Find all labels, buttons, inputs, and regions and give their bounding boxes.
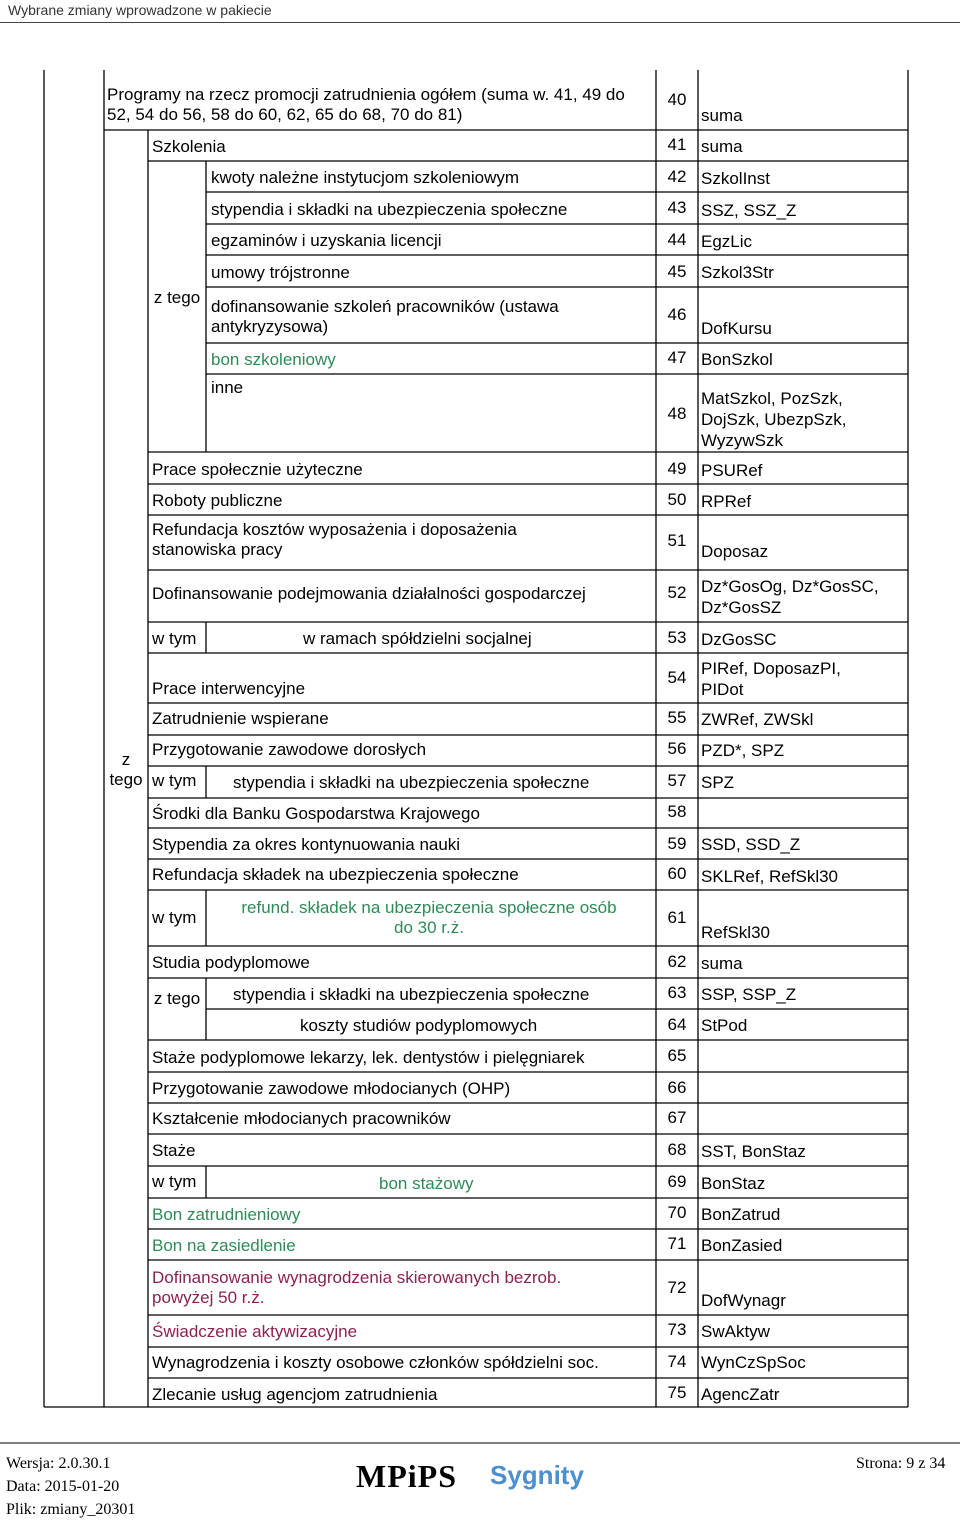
row-41-num: 41 xyxy=(667,135,687,154)
row-65-num: 65 xyxy=(667,1046,687,1065)
row-46-num: 46 xyxy=(667,305,687,324)
row-69-group-label: w tym xyxy=(152,1172,197,1191)
row-64-code: StPod xyxy=(701,1016,748,1035)
row-62-label: Studia podyplomowe xyxy=(152,953,310,972)
row-45-num: 45 xyxy=(667,262,687,281)
row-59-num: 59 xyxy=(667,834,687,853)
row-61-label: refund. składek na ubezpieczenia społeczne osób do 30 r.ż. xyxy=(241,898,617,937)
row-59-label: Stypendia za okres kontynuowania nauki xyxy=(152,835,461,854)
row-46-label: dofinansowanie szkoleń pracowników (ustawa antykryzysowa) xyxy=(211,297,559,336)
footer-date: Data: 2015-01-20 xyxy=(6,1478,120,1495)
row-70-label: Bon zatrudnieniowy xyxy=(152,1205,301,1224)
row-56-num: 56 xyxy=(667,739,687,758)
row-48-label: inne xyxy=(211,378,244,397)
row-45-label: umowy trójstronne xyxy=(211,263,350,282)
row-69-num: 69 xyxy=(667,1172,687,1191)
row-54-num: 54 xyxy=(667,668,687,687)
row-46-code: DofKursu xyxy=(701,319,772,338)
row-70-num: 70 xyxy=(667,1203,687,1222)
row-51-label: Refundacja kosztów wyposażenia i doposażenia stanowiska pracy xyxy=(152,520,517,559)
row-40-label: Programy na rzecz promocji zatrudnienia ogółem (suma w. 41, 49 do 52, 54 do 56, 58 do 60, 62, 65 do 68, 70 do 81) xyxy=(107,85,625,124)
row-72-num: 72 xyxy=(667,1278,687,1297)
row-50-num: 50 xyxy=(667,490,687,509)
row-54-code: PIRef, DoposazPI, PIDot xyxy=(701,659,841,699)
row-56-code: PZD*, SPZ xyxy=(701,741,785,760)
row-74-code: WynCzSpSoc xyxy=(701,1353,806,1372)
row-62-num: 62 xyxy=(667,952,687,971)
row-41-label: Szkolenia xyxy=(152,137,226,156)
row-44-label: egzaminów i uzyskania licencji xyxy=(211,231,442,250)
row-57-num: 57 xyxy=(667,771,687,790)
sygnity-logo: Sygnity xyxy=(490,1460,584,1490)
outer-group-label: z tego xyxy=(109,750,143,789)
row-67-num: 67 xyxy=(667,1108,687,1127)
row-64-num: 64 xyxy=(667,1015,687,1034)
row-49-code: PSURef xyxy=(701,461,763,480)
row-60-num: 60 xyxy=(667,864,687,883)
row-48-code: MatSzkol, PozSzk, DojSzk, UbezpSzk, WyzywSzk xyxy=(701,389,847,450)
footer-page-number: Strona: 9 z 34 xyxy=(856,1455,946,1472)
row-42-label: kwoty należne instytucjom szkoleniowym xyxy=(211,168,520,187)
mpips-logo: MPiPS xyxy=(356,1458,457,1494)
row-53-num: 53 xyxy=(667,628,687,647)
row-47-label: bon szkoleniowy xyxy=(211,350,336,369)
row-69-code: BonStaz xyxy=(701,1174,766,1193)
row-51-code: Doposaz xyxy=(701,542,769,561)
row-57-code: SPZ xyxy=(701,773,735,792)
row-61-group-label: w tym xyxy=(152,908,197,927)
row-60-code: SKLRef, RefSkl30 xyxy=(701,867,839,886)
footer-version: Wersja: 2.0.30.1 xyxy=(6,1455,111,1472)
row-53-group-label: w tym xyxy=(152,629,197,648)
row-57-group-label: w tym xyxy=(152,771,197,790)
row-73-label: Świadczenie aktywizacyjne xyxy=(152,1322,358,1341)
row-42-num: 42 xyxy=(667,167,687,186)
row-50-label: Roboty publiczne xyxy=(152,491,283,510)
page-header-title: Wybrane zmiany wprowadzone w pakiecie xyxy=(8,2,272,18)
row-55-code: ZWRef, ZWSkl xyxy=(701,710,814,729)
row-73-code: SwAktyw xyxy=(701,1322,770,1341)
row-56-label: Przygotowanie zawodowe dorosłych xyxy=(152,740,427,759)
row-63-code: SSP, SSP_Z xyxy=(701,985,797,1004)
row-68-label: Staże xyxy=(152,1141,196,1160)
row-62-code: suma xyxy=(701,954,743,973)
row-55-label: Zatrudnienie wspierane xyxy=(152,709,329,728)
row-74-num: 74 xyxy=(667,1352,687,1371)
row-55-num: 55 xyxy=(667,708,687,727)
row-58-num: 58 xyxy=(667,802,687,821)
row-64-label: koszty studiów podyplomowych xyxy=(300,1016,538,1035)
row-47-num: 47 xyxy=(667,348,687,367)
row-44-code: EgzLic xyxy=(701,232,753,251)
row-52-label: Dofinansowanie podejmowania działalności gospodarczej xyxy=(152,584,586,603)
row-59-code: SSD, SSD_Z xyxy=(701,835,801,854)
row-57-label: stypendia i składki na ubezpieczenia społeczne xyxy=(233,773,590,792)
row-43-label: stypendia i składki na ubezpieczenia społeczne xyxy=(211,200,568,219)
row-44-num: 44 xyxy=(667,230,687,249)
row-63-label: stypendia i składki na ubezpieczenia społeczne xyxy=(233,985,590,1004)
footer-file: Plik: zmiany_20301 xyxy=(6,1501,136,1518)
row-52-num: 52 xyxy=(667,583,687,602)
row-58-label: Środki dla Banku Gospodarstwa Krajowego xyxy=(152,804,480,823)
row-52-code: Dz*GosOg, Dz*GosSC, Dz*GosSZ xyxy=(701,577,879,617)
row-71-code: BonZasied xyxy=(701,1236,783,1255)
row-54-label: Prace interwencyjne xyxy=(152,679,306,698)
row-45-code: Szkol3Str xyxy=(701,263,774,282)
row-74-label: Wynagrodzenia i koszty osobowe członków spółdzielni soc. xyxy=(152,1353,599,1372)
row-65-label: Staże podyplomowe lekarzy, lek. dentystów i pielęgniarek xyxy=(152,1048,585,1067)
row-43-num: 43 xyxy=(667,198,687,217)
row-61-num: 61 xyxy=(667,908,687,927)
row-70-code: BonZatrud xyxy=(701,1205,781,1224)
row-48-num: 48 xyxy=(667,404,687,423)
szkolenia-group-label: z tego xyxy=(153,288,201,307)
row-71-num: 71 xyxy=(667,1234,687,1253)
row-49-label: Prace społecznie użyteczne xyxy=(152,460,363,479)
row-68-num: 68 xyxy=(667,1140,687,1159)
row-41-code: suma xyxy=(701,137,743,156)
row-51-num: 51 xyxy=(667,531,687,550)
row-73-num: 73 xyxy=(667,1320,687,1339)
row-49-num: 49 xyxy=(667,459,687,478)
row-72-code: DofWynagr xyxy=(701,1291,786,1310)
row-40-code: suma xyxy=(701,106,743,125)
row-47-code: BonSzkol xyxy=(701,350,773,369)
row-53-code: DzGosSC xyxy=(701,630,777,649)
row-42-code: SzkolInst xyxy=(701,169,770,188)
row-75-code: AgencZatr xyxy=(701,1385,780,1404)
row-67-label: Kształcenie młodocianych pracowników xyxy=(152,1109,451,1128)
row-71-label: Bon na zasiedlenie xyxy=(152,1236,296,1255)
row-68-code: SST, BonStaz xyxy=(701,1142,806,1161)
row-66-num: 66 xyxy=(667,1078,687,1097)
row-75-num: 75 xyxy=(667,1383,687,1402)
row-61-code: RefSkl30 xyxy=(701,923,770,942)
row-75-label: Zlecanie usług agencjom zatrudnienia xyxy=(152,1385,438,1404)
row-69-label: bon stażowy xyxy=(379,1174,474,1193)
row-50-code: RPRef xyxy=(701,492,752,511)
row-40-num: 40 xyxy=(667,90,687,109)
row-63-num: 63 xyxy=(667,983,687,1002)
row-43-code: SSZ, SSZ_Z xyxy=(701,201,797,220)
row-66-label: Przygotowanie zawodowe młodocianych (OHP) xyxy=(152,1079,511,1098)
row-60-label: Refundacja składek na ubezpieczenia społeczne xyxy=(152,865,519,884)
row-53-label: w ramach spółdzielni socjalnej xyxy=(303,629,532,648)
row-72-label: Dofinansowanie wynagrodzenia skierowanych bezrob. powyżej 50 r.ż. xyxy=(152,1268,562,1307)
studia-group-label: z tego xyxy=(153,989,201,1008)
